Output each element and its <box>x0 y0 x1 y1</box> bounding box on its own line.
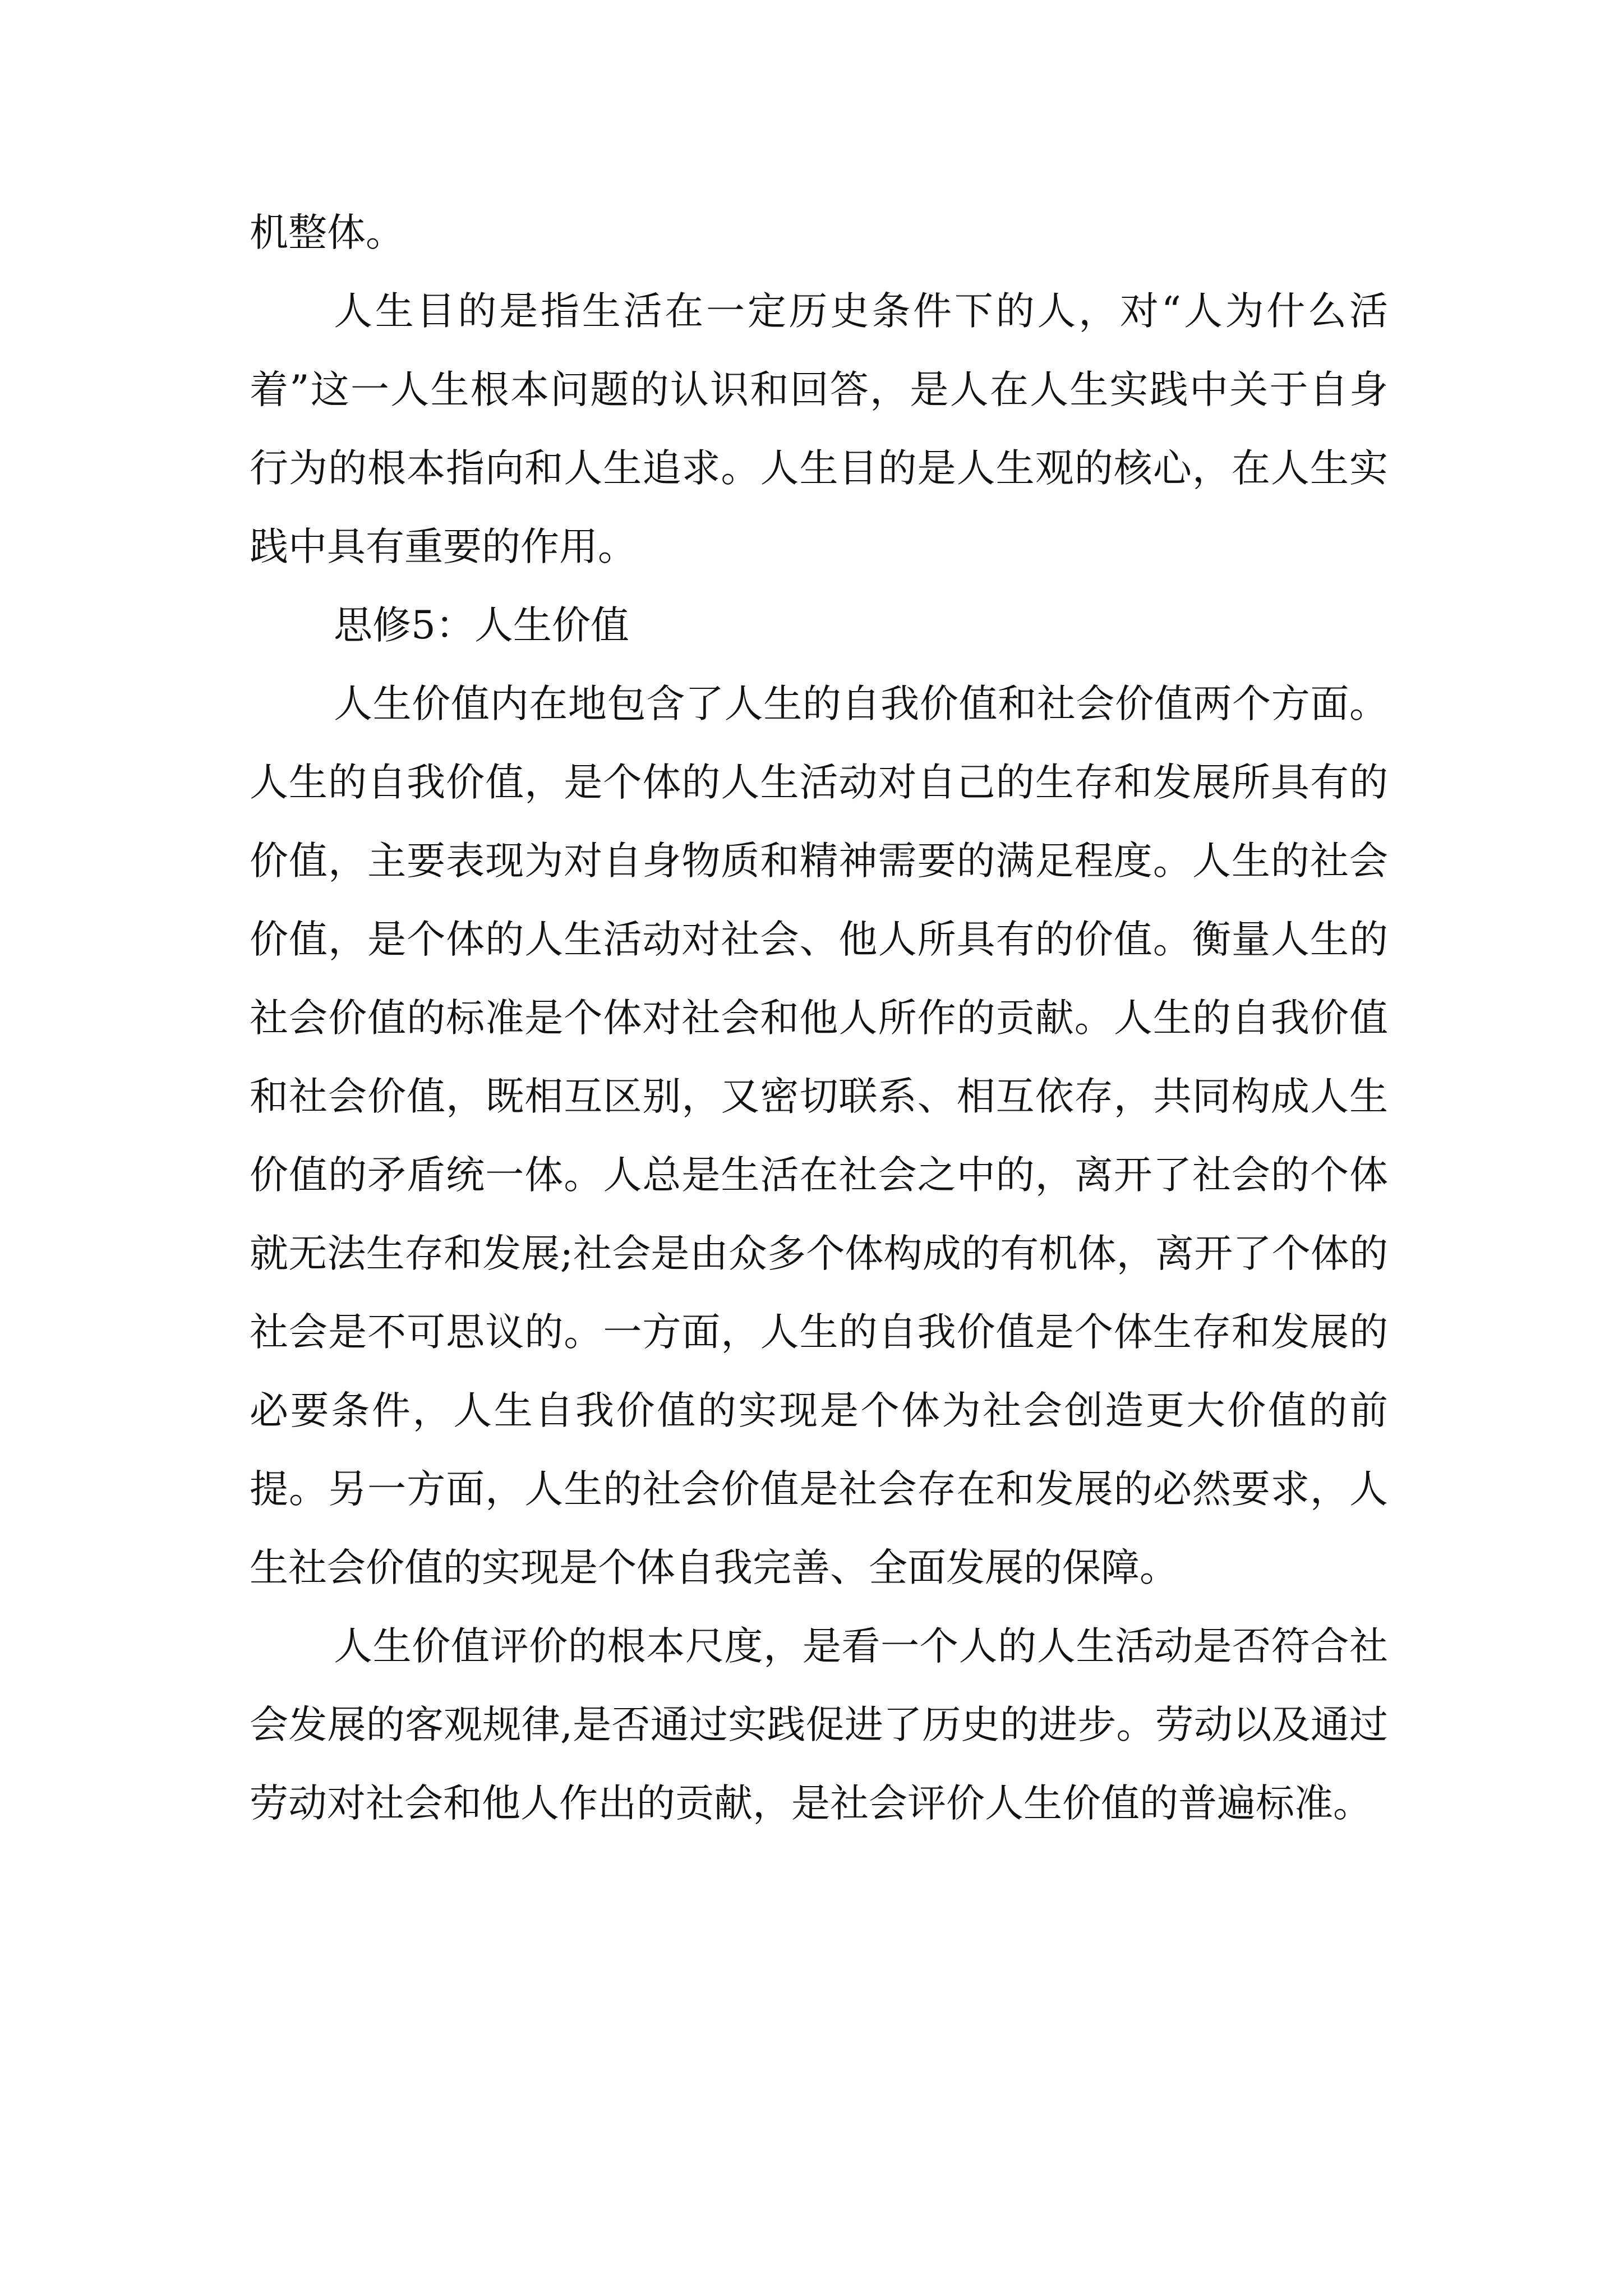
paragraph-value-evaluation: 人生价值评价的根本尺度，是看一个人的人生活动是否符合社会发展的客观规律,是否通过实践促进了历史的进步。劳动以及通过劳动对社会和他人作出的贡献，是社会评价人生价值的普遍标准。 <box>250 1624 1388 1826</box>
paragraph-life-purpose: 人生目的是指生活在一定历史条件下的人，对“人为什么活着”这一人生根本问题的认识和回答，是人在人生实践中关于自身行为的根本指向和人生追求。人生目的是人生观的核心，在人生实践中具有重要的作用。 <box>250 289 1388 569</box>
paragraph-life-value: 人生价值内在地包含了人生的自我价值和社会价值两个方面。人生的自我价值，是个体的人生活动对自己的生存和发展所具有的价值，主要表现为对自身物质和精神需要的满足程度。人生的社会价值，是个体的人生活动对社会、他人所具有的价值。衡量人生的社会价值的标准是个体对社会和他人所作的贡献。人生的自我价值和社会价值，既相互区别，又密切联系、相互依存，共同构成人生价值的矛盾统一体。人总是生活在社会之中的，离开了社会的个体就无法生存和发展;社会是由众多个体构成的有机体，离开了个体的社会是不可思议的。一方面，人生的自我价值是个体生存和发展的必要条件，人生自我价值的实现是个体为社会创造更大价值的前提。另一方面，人生的社会价值是社会存在和发展的必然要求，人生社会价值的实现是个体自我完善、全面发展的保障。 <box>250 682 1388 1590</box>
document-body <box>250 194 1388 1843</box>
paragraph-continuation: 机整体。 <box>250 210 404 255</box>
section-heading: 思修5：人生价值 <box>334 603 629 648</box>
